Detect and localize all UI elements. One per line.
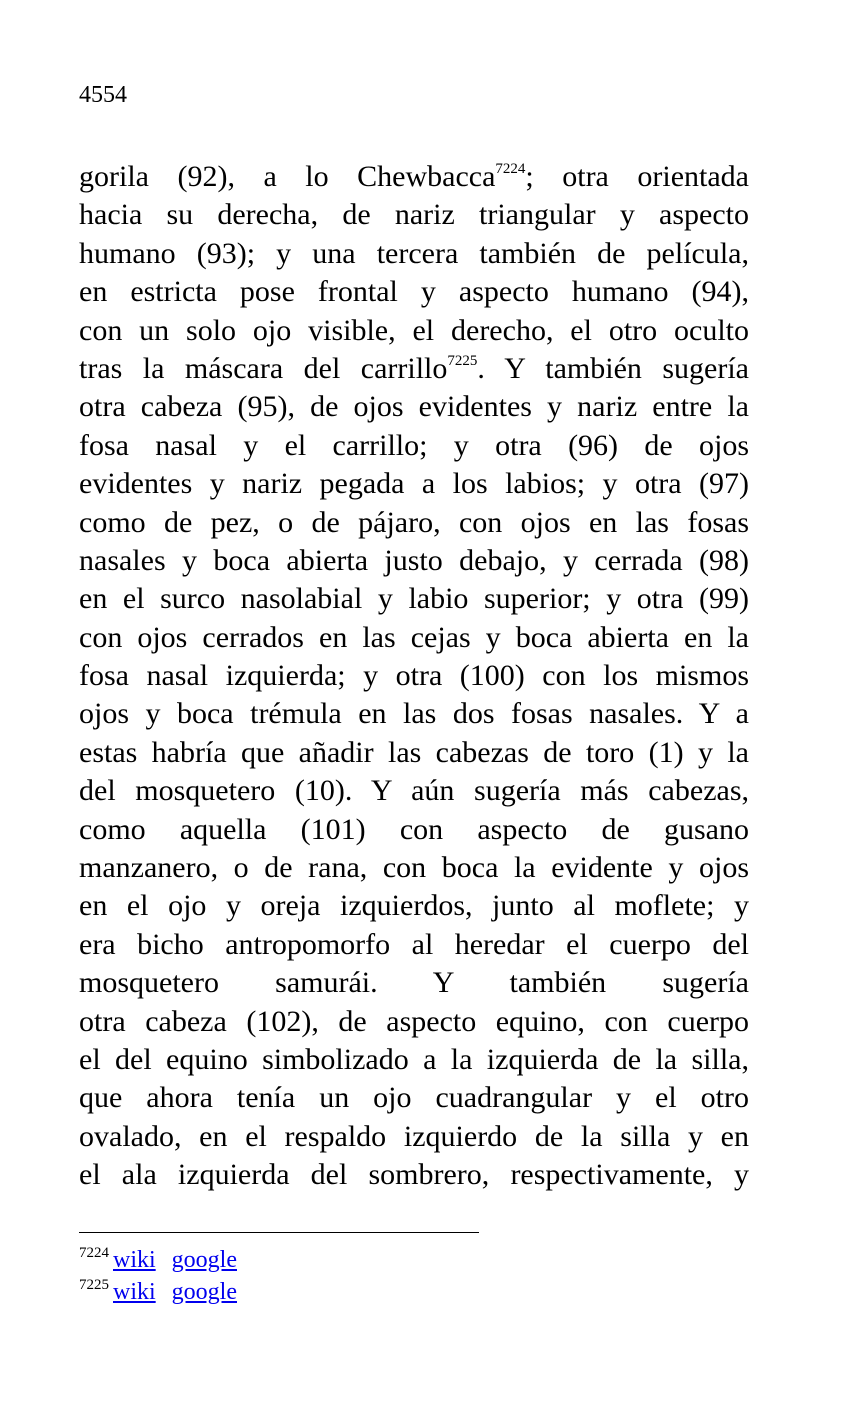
- text-line: gorila (92), a lo Chewbacca$^{7224}$; otra orientada: [79, 160, 749, 193]
- text-line: ovalado, en el respaldo izquierdo de la silla y en: [79, 1119, 749, 1153]
- text-line: estas habría que añadir las cabezas de toro (1) y la: [79, 735, 749, 769]
- text-line: como aquella (101) con aspecto de gusano: [79, 812, 749, 846]
- text-line: hacia su derecha, de nariz triangular y aspecto: [79, 198, 749, 232]
- footnote-number: 7225: [79, 1277, 109, 1293]
- text-line: con un solo ojo visible, el derecho, el otro oculto: [79, 313, 749, 347]
- footnote-ref-7225[interactable]: 7225: [447, 352, 478, 369]
- wiki-link[interactable]: wiki: [113, 1279, 156, 1305]
- google-link[interactable]: google: [171, 1279, 237, 1305]
- text-line: en el ojo y oreja izquierdos, junto al moflete; y: [79, 889, 749, 923]
- text-line: ojos y boca trémula en las dos fosas nasales. Y a: [79, 697, 749, 731]
- footnote-number: 7224: [79, 1245, 109, 1261]
- text-line: mosquetero samurái. Y también sugería: [79, 966, 749, 1000]
- footnote-divider: [79, 1232, 479, 1233]
- google-link[interactable]: google: [171, 1247, 237, 1273]
- text-line: en estricta pose frontal y aspecto humano (94),: [79, 275, 749, 309]
- text-line: como de pez, o de pájaro, con ojos en las fosas: [79, 505, 749, 539]
- text-line: era bicho antropomorfo al heredar el cuerpo del: [79, 927, 749, 961]
- text-line: fosa nasal izquierda; y otra (100) con los mismos: [79, 659, 749, 693]
- text-line: tras la máscara del carrillo$^{7225}$. Y también sugería: [79, 351, 749, 385]
- text-line: que ahora tenía un ojo cuadrangular y el otro: [79, 1081, 749, 1115]
- text-line: otra cabeza (95), de ojos evidentes y nariz entre la: [79, 390, 749, 424]
- text-line: otra cabeza (102), de aspecto equino, con cuerpo: [79, 1004, 749, 1038]
- footnote-ref-7224[interactable]: 7224: [495, 161, 526, 177]
- text-line: en el surco nasolabial y labio superior; y otra (99): [79, 582, 749, 616]
- text-line: evidentes y nariz pegada a los labios; y otra (97): [79, 467, 749, 501]
- text-line: humano (93); y una tercera también de película,: [79, 236, 749, 270]
- text-line: manzanero, o de rana, con boca la evidente y ojos: [79, 851, 749, 885]
- body-text: [79, 158, 749, 1195]
- text-line: nasales y boca abierta justo debajo, y cerrada (98): [79, 543, 749, 577]
- page-number: 4554: [79, 82, 127, 108]
- footnote-7225: [79, 1276, 253, 1308]
- wiki-link[interactable]: wiki: [113, 1247, 156, 1273]
- footnotes: [79, 1244, 253, 1308]
- text-line: del mosquetero (10). Y aún sugería más cabezas,: [79, 774, 749, 808]
- footnote-7224: [79, 1244, 253, 1276]
- text-line: con ojos cerrados en las cejas y boca abierta en la: [79, 620, 749, 654]
- text-line: el ala izquierda del sombrero, respectivamente, y: [79, 1158, 749, 1192]
- text-line: el del equino simbolizado a la izquierda de la silla,: [79, 1042, 749, 1076]
- text-line: fosa nasal y el carrillo; y otra (96) de ojos: [79, 428, 749, 462]
